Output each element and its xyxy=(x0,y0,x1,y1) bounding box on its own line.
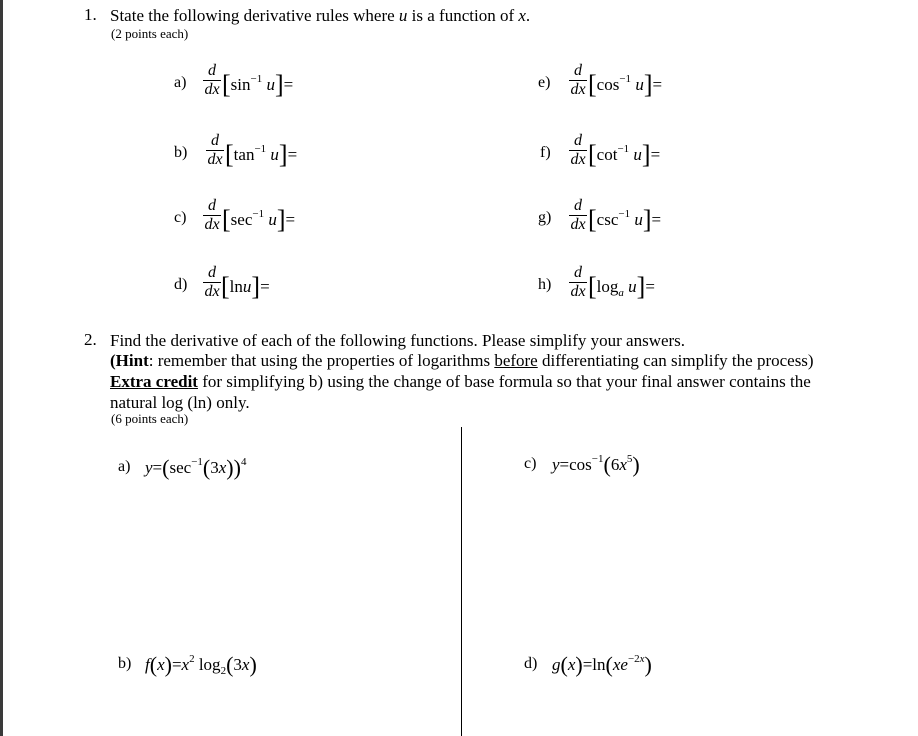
q1c-derivative-operator: d dx xyxy=(204,197,220,233)
q1e-label: e) xyxy=(538,74,551,91)
q1b-expression: [$\tan^{-1}$ u]= xyxy=(225,140,298,169)
q1-points: (2 points each) xyxy=(111,26,189,41)
q1a-derivative-operator: d dx xyxy=(204,62,220,98)
q2-line1: Find the derivative of each of the following functions. Please simplify your answers. xyxy=(110,331,686,350)
q1b-label: b) xyxy=(174,144,188,161)
q1d-label: d) xyxy=(174,276,188,293)
q2c-label: c) xyxy=(524,455,537,472)
q1a-label: a) xyxy=(174,74,187,91)
page-left-edge xyxy=(0,0,3,736)
q2a-expression: $y=(\sec^{-1}(3x))^4$ xyxy=(145,455,247,480)
q1a-expression: [$\sin^{-1}$ u]= xyxy=(222,70,294,99)
q2-hint: (Hint: remember that using the properties of logarithms before differentiating can simplify the process) xyxy=(110,351,814,370)
q2c-expression: $y=\cos^{-1}(6x^5)$ xyxy=(552,452,640,477)
q2-extra-credit: Extra credit for simplifying b) using the change of base formula so that your final answer contains the xyxy=(110,372,811,391)
q1c-label: c) xyxy=(174,209,187,226)
q1h-expression: [$\log_a$ u]= xyxy=(588,272,655,301)
q1g-label: g) xyxy=(538,209,552,226)
answer-divider-line xyxy=(461,427,462,736)
q2b-expression: $f(x)=x^2$ $\log_2(3x)$ xyxy=(145,652,257,677)
q1c-expression: [$\sec^{-1}$ u]= xyxy=(222,205,296,234)
q1e-expression: [$\cos^{-1}$ u]= xyxy=(588,70,663,99)
q1g-expression: [$\csc^{-1}$ u]= xyxy=(588,205,662,234)
q1-number: 1. xyxy=(84,5,97,24)
q1h-label: h) xyxy=(538,276,552,293)
q1e-derivative-operator: d dx xyxy=(570,62,586,98)
q1h-derivative-operator: d dx xyxy=(570,264,586,300)
q2-number: 2. xyxy=(84,330,97,349)
q2d-label: d) xyxy=(524,655,538,672)
q1d-derivative-operator: d dx xyxy=(204,264,220,300)
q2-line4: natural log (ln) only. xyxy=(110,393,250,412)
q1-prompt: State the following derivative rules where u is a function of x. xyxy=(110,6,531,25)
q2d-expression: $g(x)=\ln(xe^{-2x})$ xyxy=(552,652,652,677)
q2a-label: a) xyxy=(118,458,131,475)
q1b-derivative-operator: d dx xyxy=(207,132,223,168)
q1f-expression: [$\cot^{-1}$ u]= xyxy=(588,140,661,169)
q2b-label: b) xyxy=(118,655,132,672)
q1g-derivative-operator: d dx xyxy=(570,197,586,233)
q1d-expression: [lnu]= xyxy=(221,272,270,301)
q1f-derivative-operator: d dx xyxy=(570,132,586,168)
q1f-label: f) xyxy=(540,144,551,161)
q2-points: (6 points each) xyxy=(111,411,189,426)
